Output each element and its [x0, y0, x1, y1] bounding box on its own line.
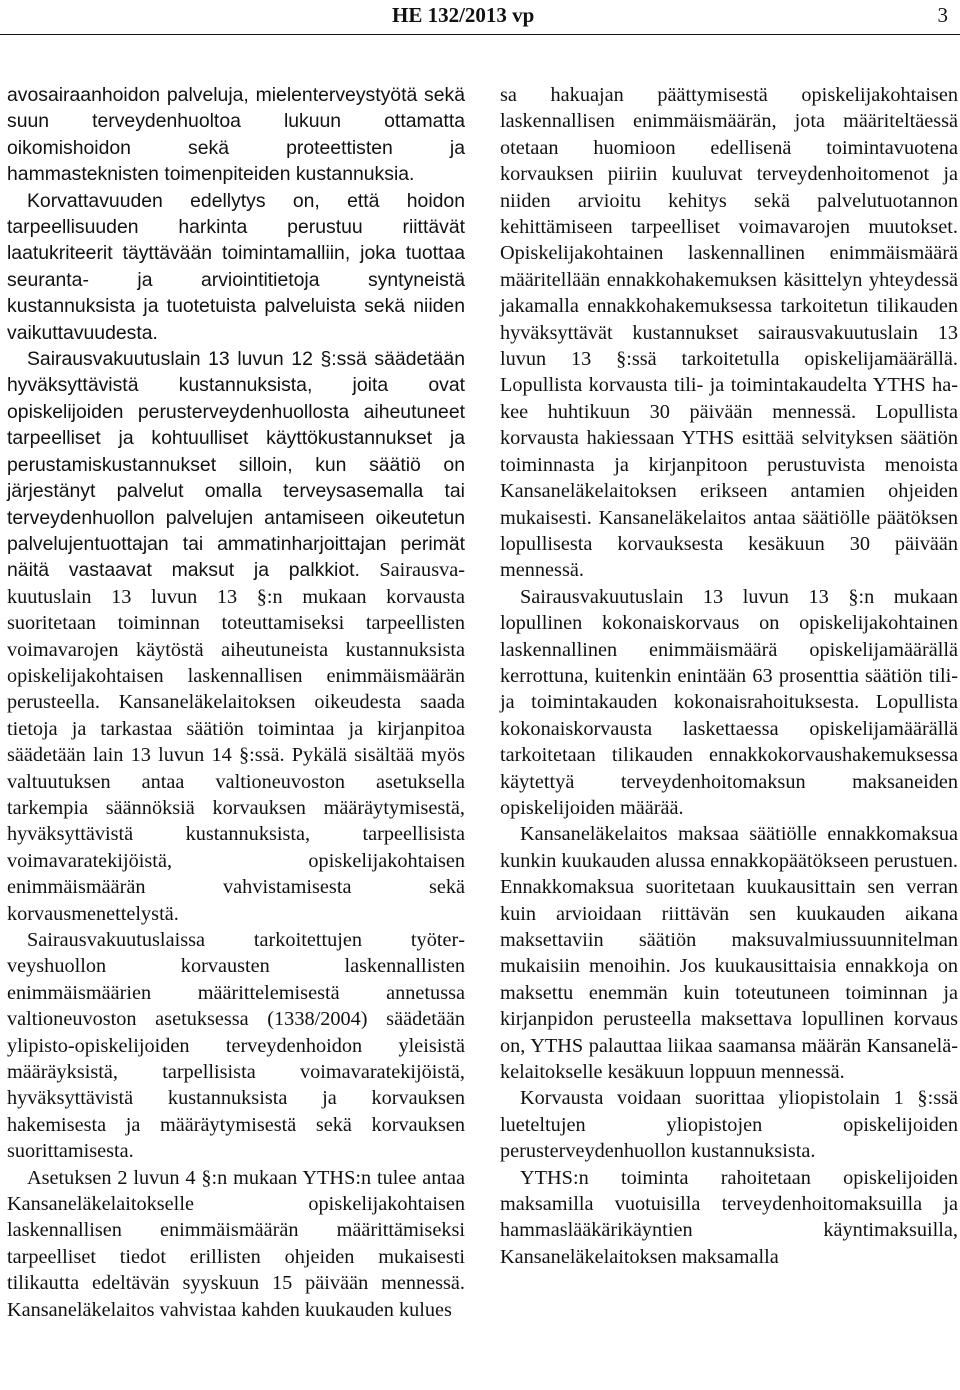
paragraph: Asetuksen 2 luvun 4 §:n mukaan YTHS:n tulee antaa Kansaneläkelaitokselle opiskelijakohtaisen laskennallisen enimmäismäärän määrittämiseksi tarpeelliset tiedot erillisten ohjeiden mukaisesti tilikautta edeltävän syyskuun 15 päivään mennessä. Kansaneläkelaitos vahvistaa kahden kuukauden kulues — [7, 1166, 465, 1321]
paragraph — [7, 346, 465, 927]
paragraph: sa hakuajan päättymisestä opiskelijakohtaisen laskennallisen enimmäismäärän, jota määriteltäessä otetaan huomioon edellisenä toimintavuotena korvauksen piiriin kuuluvat terveydenhoitomenot ja niiden arvioitu kehitys sekä palvelutuotannon kehittämiseen tarpeelliset voimavarojen muutokset. Opiskelijakohtainen laskennallinen enimmäismäärä määritellään ennakkohakemuksen käsittelyn yhteydessä jakamalla ennakkohakemuksessa tarkoitetun tilikauden hyväksyttävät kustannukset sairausvakuutuslain 13 luvun 13 §:ssä tarkoitetulla opiskelijamäärällä. Lopullista korvausta tili- ja toimintakaudelta YTHS hakee huhtikuun 30 päivään mennessä. Lopullista korvausta hakiessaan YTHS esittää selvityksen säätiön toiminnasta ja kirjanpitoon perustuvista menoista Kansaneläkelaitoksen erikseen antamien ohjeiden mukaisesti. Kansaneläkelaitos antaa säätiölle päätöksen lopullisesta korvauksesta kesäkuun 30 päivään mennessä. — [500, 84, 958, 582]
paragraph-serif-part: Sairausvakuutuslain 13 luvun 13 §:n mukaan korvausta suoritetaan toiminnan toteuttamiseksi tarpeellisten voimavarojen käytöstä aiheutuneista kustannuksista opiskelijakohtaisen laskennallisen enimmäismäärän perusteella. Kansaneläkelaitoksen oikeudesta saada tietoja ja tarkastaa säätiön toimintaa ja kirjanpitoa säädetään lain 13 luvun 14 §:ssä. Pykälä sisältää myös valtuutuksen antaa valtioneuvoston asetuksella tarkempia säännöksiä korvauksen määräytymisestä, hyväksyttävistä kustannuksista, tarpeellisista voimavaratekijöistä, opiskelijakohtaisen enimmäismäärän vahvistamisesta sekä korvausmenettelystä. — [7, 559, 466, 925]
document-id: HE 132/2013 vp — [392, 3, 535, 27]
left-column — [7, 82, 465, 1323]
paragraph: Sairausvakuutuslain 13 luvun 13 §:n mukaan lopullinen kokonaiskorvaus on opiskelijakohtainen laskennallinen enimmäismäärä opiskelijamäärällä kerrottuna, kuitenkin enintään 63 prosenttia säätiön tili- ja toimintakauden kokonaisrahoituksesta. Lopullista kokonaiskorvausta laskettaessa opiskelijamäärällä tarkoitetaan tilikauden ennakkokorvaushakemuksessa käytettyä terveydenhoitomaksun maksaneiden opiskelijoiden määrää. — [500, 585, 958, 819]
paragraph-sans-part: Sairausvakuutuslain 13 luvun 12 §:ssä säädetään hyväksyttävistä kustannuksista, joita ovat opiskelijoiden perusterveydenhuollosta aiheutuneet tarpeelliset ja kohtuulliset käyttökustannukset ja perustamiskustannukset silloin, kun säätiö on järjestänyt palvelut omalla terveysasemalla tai terveydenhuollon palvelujen antamiseen oikeutetun palvelujentuottajan tai ammatinharjoittajan perimät näitä vastaavat maksut ja palkkiot. — [7, 348, 465, 582]
right-column — [500, 82, 958, 1270]
page-header — [0, 0, 960, 35]
paragraph: Sairausvakuutuslaissa tarkoitettujen työterveyshuollon korvausten laskennallisten enimmäismäärien määrittelemisestä annetussa valtioneuvoston asetuksessa (1338/2004) säädetään ylipisto-opiskelijoiden terveydenhoidon yleisistä määräyksistä, tarpellisista voimavaratekijöistä, hyväksyttävistä kustannuksista ja korvauksen hakemisesta ja määräytymisestä sekä korvauksen suorittamisesta. — [7, 929, 465, 1163]
paragraph: Korvattavuuden edellytys on, että hoidon tarpeellisuuden harkinta perustuu riittävät laatukriteerit täyttävään toimintamalliin, joka tuottaa seuranta- ja arviointitietoja syntyneistä kustannuksista ja tuotetuista palveluista sekä niiden vaikuttavuudesta. — [7, 189, 465, 344]
page-number: 3 — [937, 3, 948, 27]
paragraph: Korvausta voidaan suorittaa yliopistolain 1 §:ssä lueteltujen yliopistojen opiskelijoiden perusterveydenhuollon kustannuksista. — [500, 1087, 958, 1163]
paragraph: YTHS:n toiminta rahoitetaan opiskelijoiden maksamilla vuotuisilla terveydenhoitomaksuilla ja hammaslääkärikäyntien käyntimaksuilla, Kansaneläkelaitoksen maksamalla — [500, 1166, 958, 1268]
paragraph: Kansaneläkelaitos maksaa säätiölle ennakkomaksua kunkin kuukauden alussa ennakkopäätökseen perustuen. Ennakkomaksua suoritetaan kuukausittain sen verran kuin arvioidaan riittävän sen kuukauden aikana maksettaviin säätiön maksuvalmiussuunnitelman mukaisiin menoihin. Jos kuukausittaisia ennakkoja on maksettu enemmän kuin toteutuneen toiminnan ja kirjanpidon perusteella maksettava lopullinen korvaus on, YTHS palauttaa liikaa saamansa määrän Kansaneläkelaitokselle kesäkuun loppuun mennessä. — [500, 823, 958, 1084]
paragraph: avosairaanhoidon palveluja, mielenterveystyötä sekä suun terveydenhuoltoa lukuun ottamatta oikomishoidon sekä proteettisten ja hammasteknisten toimenpiteiden kustannuksia. — [7, 84, 465, 186]
